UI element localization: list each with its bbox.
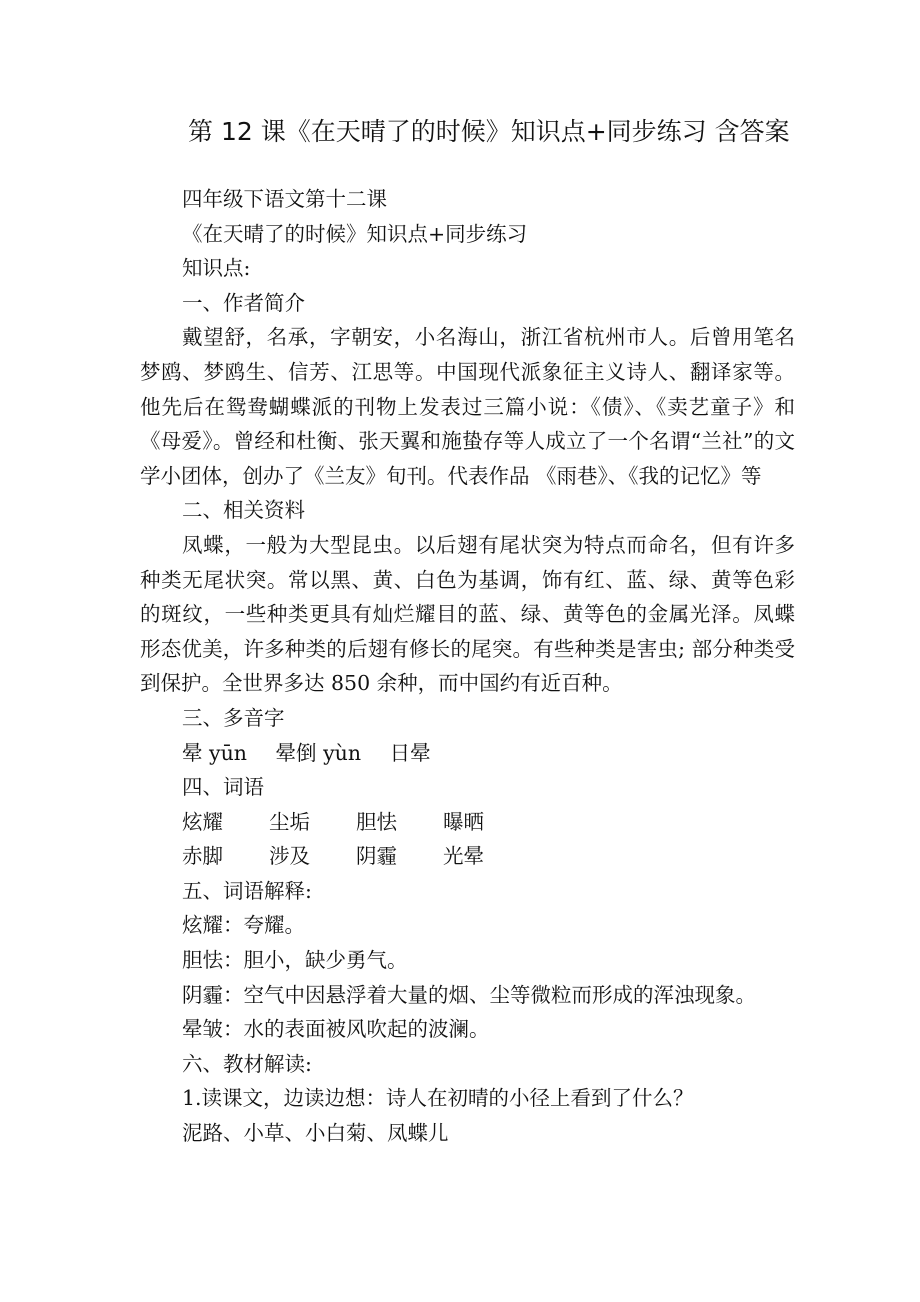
- word-item: 阴霾: [356, 844, 397, 869]
- section-polyphone-heading: 三、多音字: [182, 705, 285, 730]
- polyphone-item: 晕 yūn: [182, 740, 248, 765]
- word-item: 赤脚: [182, 844, 223, 869]
- knowledge-label: 知识点:: [182, 256, 251, 281]
- section-words-heading: 四、词语: [182, 775, 264, 800]
- words-row-1: [140, 805, 795, 840]
- document-body: [140, 182, 795, 1151]
- lesson-line: 《在天晴了的时候》知识点+同步练习: [182, 221, 528, 246]
- word-item: 胆怯: [356, 809, 397, 834]
- reading-question: 1.读课文，边读边想：诗人在初晴的小径上看到了什么？: [182, 1086, 694, 1111]
- word-item: 炫耀: [182, 809, 223, 834]
- reading-answer: 泥路、小草、小白菊、凤蝶儿: [182, 1121, 449, 1146]
- section-reading-heading: 六、教材解读:: [182, 1051, 312, 1076]
- explanation-item: 炫耀：夸耀。: [182, 913, 305, 938]
- section-material-heading: 二、相关资料: [182, 498, 305, 523]
- section-author-heading: 一、作者简介: [182, 290, 305, 315]
- section-explanations-heading: 五、词语解释:: [182, 878, 312, 903]
- word-item: 尘垢: [269, 809, 310, 834]
- words-row-2: [140, 839, 795, 874]
- word-item: 涉及: [269, 844, 310, 869]
- grade-line: 四年级下语文第十二课: [182, 187, 387, 211]
- word-item: 光晕: [443, 844, 484, 869]
- author-paragraph: 戴望舒，名承，字朝安，小名海山，浙江省杭州市人。后曾用笔名梦鸥、梦鸥生、信芳、江思等。中国现代派象征主义诗人、翻译家等。他先后在鸳鸯蝴蝶派的刊物上发表过三篇小说：《债》、《卖艺童子》和《母爱》。曾经和杜衡、张天翼和施蛰存等人成立了一个名谓“兰社”的文学小团体，创办了《兰友》旬刊。代表作品 《雨巷》、《我的记忆》等: [140, 325, 795, 488]
- polyphone-item: 晕倒 yùn: [275, 740, 362, 765]
- word-item: 曝晒: [443, 809, 484, 834]
- material-paragraph: 凤蝶，一般为大型昆虫。以后翅有尾状突为特点而命名，但有许多种类无尾状突。常以黑、黄、白色为基调，饰有红、蓝、绿、黄等色彩的斑纹，一些种类更具有灿烂耀目的蓝、绿、黄等色的金属光泽。凤蝶形态优美，许多种类的后翅有修长的尾突。有些种类是害虫; 部分种类受到保护。全世界多达 850 余种，而中国约有近百种。: [140, 532, 795, 696]
- explanation-item: 胆怯：胆小，缺少勇气。: [182, 948, 408, 973]
- explanation-item: 晕皱：水的表面被风吹起的波澜。: [182, 1017, 490, 1042]
- polyphone-list: [140, 736, 795, 771]
- explanation-item: 阴霾：空气中因悬浮着大量的烟、尘等微粒而形成的浑浊现象。: [182, 982, 756, 1007]
- polyphone-item: 日晕: [389, 740, 431, 765]
- document-title: 第 12 课《在天晴了的时候》知识点+同步练习 含答案: [188, 117, 790, 146]
